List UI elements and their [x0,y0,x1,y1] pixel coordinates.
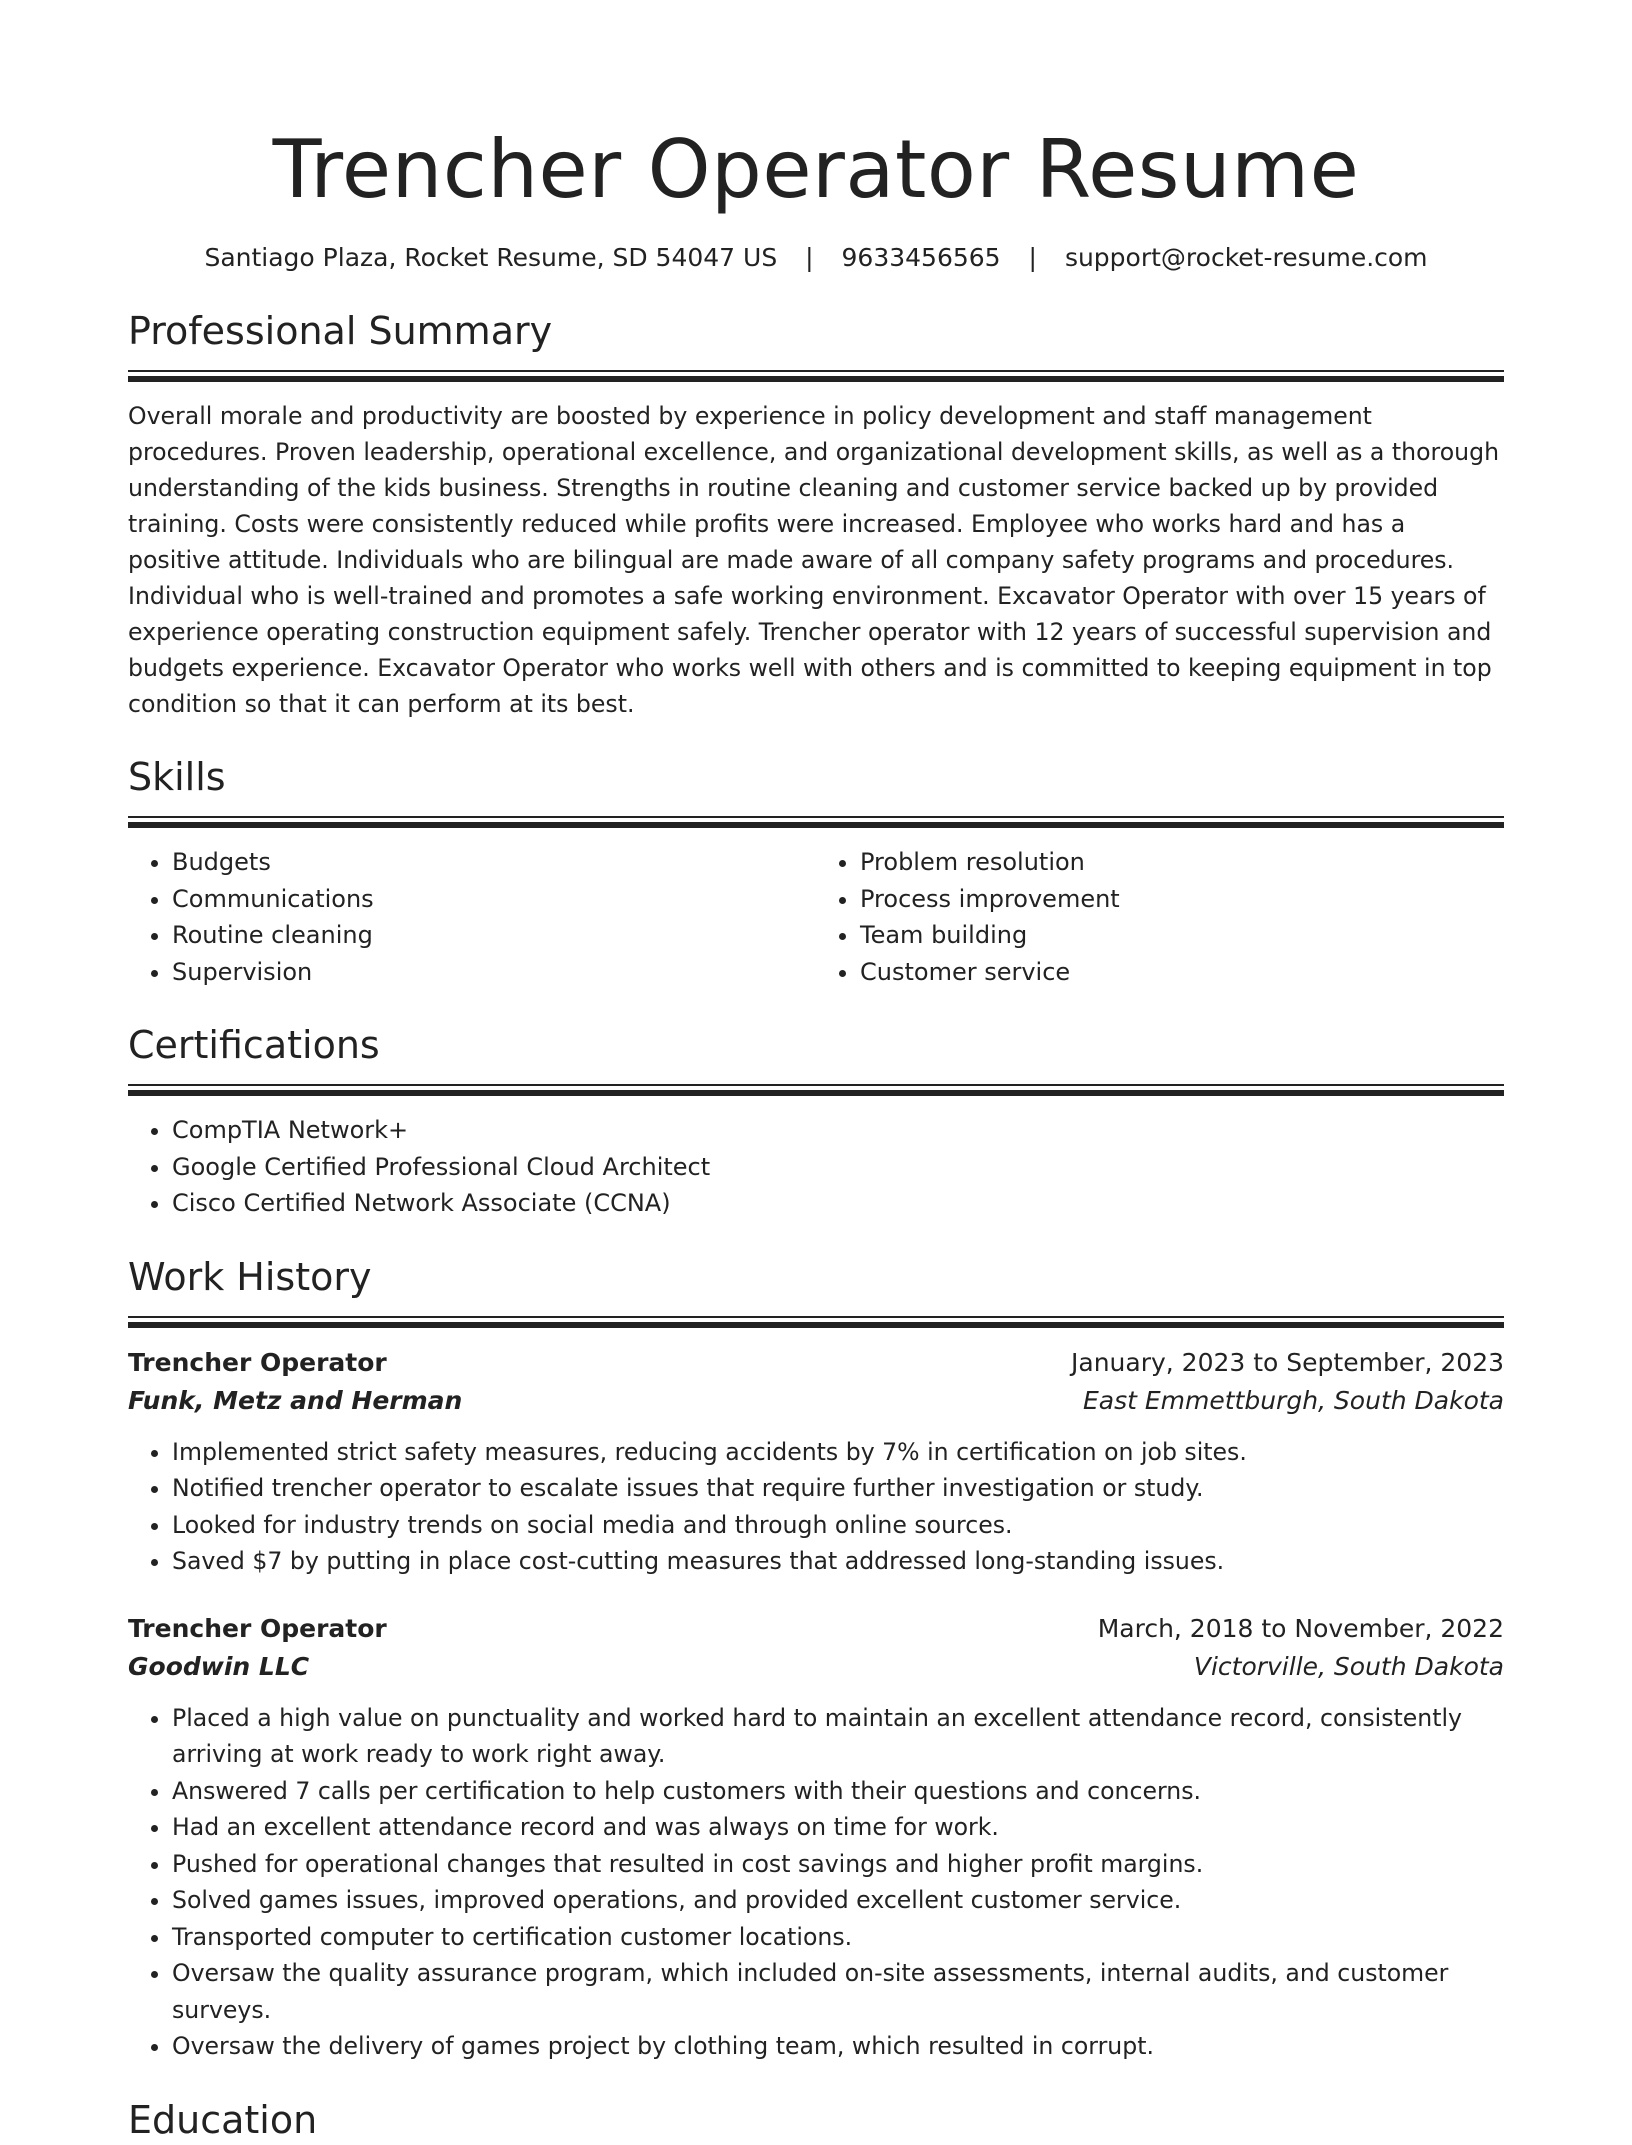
skill-item: • Communications [172,881,816,918]
job-bullet: • Implemented strict safety measures, reducing accidents by 7% in certification on job sites. [172,1434,1504,1471]
certification-item: • CompTIA Network+ [172,1112,1504,1149]
skills-columns [128,844,1504,990]
job-bullet: • Oversaw the delivery of games project by clothing team, which resulted in corrupt. [172,2028,1504,2065]
certification-item: • Cisco Certified Network Associate (CCNA) [172,1185,1504,1222]
contact-email: support@rocket-resume.com [1064,243,1428,272]
section-divider [128,816,1504,828]
job-bullets [128,1434,1504,1580]
job-bullet: • Solved games issues, improved operations, and provided excellent customer service. [172,1882,1504,1919]
skills-heading: Skills [128,755,226,799]
summary-section [128,306,1504,722]
contact-address: Santiago Plaza, Rocket Resume, SD 54047 US [204,243,778,272]
skill-item: • Routine cleaning [172,917,816,954]
skill-item: • Problem resolution [860,844,1504,881]
skill-item: • Supervision [172,954,816,991]
job-bullet: • Notified trencher operator to escalate issues that require further investigation or study. [172,1470,1504,1507]
certifications-section [128,1020,1504,1222]
contact-separator: | [1028,243,1037,272]
section-divider [128,1084,1504,1096]
skill-item: • Budgets [172,844,816,881]
job-location: East Emmettburgh, South Dakota [1082,1385,1504,1415]
job-entry [128,1344,1504,1580]
certifications-heading: Certifications [128,1023,380,1067]
job-title: Trencher Operator [128,1613,387,1643]
skills-list-left [128,844,816,990]
summary-heading: Professional Summary [128,309,553,353]
job-company-row [128,1648,1504,1686]
job-entry [128,1610,1504,2065]
job-bullet: • Pushed for operational changes that resulted in cost savings and higher profit margins. [172,1846,1504,1883]
job-dates: March, 2018 to November, 2022 [1097,1613,1504,1643]
skill-item: • Customer service [860,954,1504,991]
contact-phone: 9633456565 [841,243,1001,272]
section-divider [128,1316,1504,1328]
skill-item: • Team building [860,917,1504,954]
contact-line [128,240,1504,276]
job-bullet: • Placed a high value on punctuality and worked hard to maintain an excellent attendance record, consistently arriving at work ready to work right away. [172,1700,1504,1773]
job-location: Victorville, South Dakota [1193,1651,1504,1681]
skills-list-right [816,844,1504,990]
job-bullet: • Oversaw the quality assurance program, which included on-site assessments, internal audits, and customer surveys. [172,1955,1504,2028]
contact-separator: | [805,243,814,272]
job-header-row [128,1344,1504,1382]
resume-page [128,0,1504,2145]
job-dates: January, 2023 to September, 2023 [1071,1347,1504,1377]
education-heading: Education [128,2097,318,2142]
job-bullet: • Answered 7 calls per certification to help customers with their questions and concerns. [172,1773,1504,1810]
work-history-section [128,1252,1504,2065]
certification-item: • Google Certified Professional Cloud Architect [172,1149,1504,1186]
section-divider [128,370,1504,382]
skills-section [128,752,1504,990]
job-bullet: • Saved $7 by putting in place cost-cutting measures that addressed long-standing issues. [172,1543,1504,1580]
job-company: Goodwin LLC [128,1651,310,1681]
job-title: Trencher Operator [128,1347,387,1377]
job-company: Funk, Metz and Herman [128,1385,463,1415]
job-bullet: • Had an excellent attendance record and was always on time for work. [172,1809,1504,1846]
work-history-heading: Work History [128,1254,372,1299]
skill-item: • Process improvement [860,881,1504,918]
job-bullet: • Transported computer to certification customer locations. [172,1919,1504,1956]
certifications-list [128,1112,1504,1222]
job-header-row [128,1610,1504,1648]
summary-text: Overall morale and productivity are boosted by experience in policy development and staff management procedures. Proven leadership, operational excellence, and organizational development skills, as well as a thorough understanding of the kids business. Strengths in routine cleaning and customer service backed up by provided training. Costs were consistently reduced while profits were increased. Employee who works hard and has a positive attitude. Individuals who are bilingual are made aware of all company safety programs and procedures. Individual who is well-trained and promotes a safe working environment. Excavator Operator with over 15 years of experience operating construction equipment safely. Trencher operator with 12 years of successful supervision and budgets experience. Excavator Operator who works well with others and is committed to keeping equipment in top condition so that it can perform at its best. [128,402,1500,718]
resume-title: Trencher Operator Resume [272,123,1360,216]
education-section [128,2095,1504,2145]
job-bullets [128,1700,1504,2065]
job-company-row [128,1382,1504,1420]
job-bullet: • Looked for industry trends on social media and through online sources. [172,1507,1504,1544]
